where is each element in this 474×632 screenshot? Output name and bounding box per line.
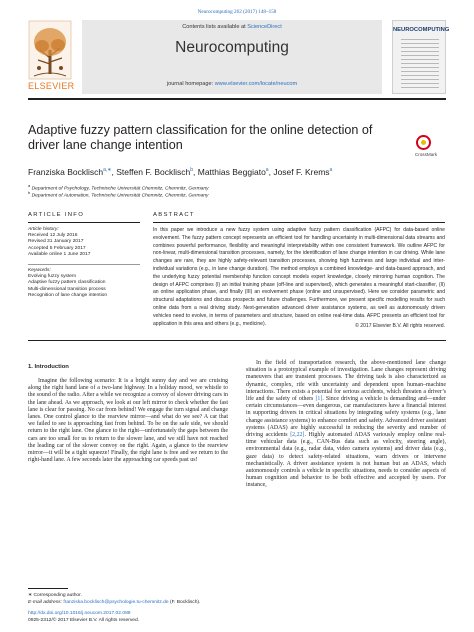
abstract-rule [153,222,445,223]
keywords-block [28,268,143,299]
article-info-heading: ARTICLE INFO [28,212,85,218]
email-note [28,600,218,606]
abstract-copyright: © 2017 Elsevier B.V. All rights reserved. [355,323,445,329]
contents-line [82,24,382,30]
affiliation-sup: b [28,190,31,195]
paper-title: Adaptive fuzzy pattern classification for the online detection of driver lane change intention [28,123,373,152]
sciencedirect-link[interactable]: ScienceDirect [247,24,282,30]
text-run: . Highly automated ADAS variously employ online real-time vehicular data (e.g., CAN-Bus data such as velocity, steering angle), environmental data (e.g., radar data, video camera systems) and driver data (e.g., gaze data) to detect safety-related situations, warn drivers or intervene mechanistically. A driver assistance system is not human but an ADAS, which autonomously controls a vehicle in specific situations, needs to consider aspects of human cognition and behavior to be both effective and accepted by users. For instance, [246,432,447,489]
intro-paragraph-2 [246,360,446,490]
author-name[interactable]: Steffen F. Bocklisch [116,167,191,177]
abstract-heading: ABSTRACT [153,212,195,218]
email-suffix: (F. Bocklisch). [169,600,201,605]
right-column [246,360,446,490]
cover-lines [401,39,439,91]
affiliation-sup: a [28,183,31,188]
history-accepted: Accepted 5 February 2017 [28,245,86,251]
front-matter-rule [28,340,446,341]
author-sup[interactable]: b [190,167,194,174]
author-sup[interactable]: a,∗ [103,167,112,174]
abstract-body: In this paper we introduce a new fuzzy system using adaptive fuzzy pattern classification (AFPC) for data-based online evolvement. The fuzzy pattern concept represents an efficient tool for handling uncertainty in multi-dimensional data streams and combines powerful performance, flexibility and meaningful interpretability within one consistent framework. We outline AFPC for non-linear, multi-dimensional transition processes, namely, for the identification of lane change intention in car driving. While lane changes are rare, they are highly safety-relevant transition processes, showing high fuzziness and large individual and inter-individual variations (e.g., in lane change duration). The method employs a combined knowledge- and data-based approach, and the underlying fuzzy potential membership function concept models expert knowledge, closely mirroring human cognition. The design of AFPC comprises (I) an initial training phase (off-line and supervised), which generates a meaningful start-classifier, (II) an online application phase, and finally (III) an evolvement phase (online and unsupervised). Here we consider parametric and structural adaptations and discuss prospects and future challenges. Furthermore, we present specific modelling results for such online data from a real driving study. Next-generation advanced driver assistance systems, as well as autonomously driven vehicles need to evolve, in terms of parameters and structure, based on online real-time data. AFPC presents an efficient tool for application in this area and others (e.g., medicine). [153,227,445,327]
crossmark-icon [416,135,431,150]
elsevier-logo [28,20,75,94]
history-label: Article history: [28,227,59,232]
author-name[interactable]: Franziska Bocklisch [28,167,104,177]
journal-title: Neurocomputing [175,39,289,56]
text-run: In the field of transportation research, the above-mentioned lane change situation is a prototypical example of investigation. Lane changes represent driving maneuvers that are transient processes. The driving task is also characterized as dynamic, complex, rife with uncertainty and dependent upon human–machine interactions. There exists a potential for serious accidents, which threaten a driver’s life and the safety of others [246,360,446,403]
text-run: . Since driving a vehicle is demanding and—under certain circumstances—even dangerous, car manufacturers have a financial interest in supporting drivers in critical situations by integrating safety systems (e.g., lane change assistance systems) to enhance comfort and safety. Advanced driver assistant systems (ADAS) are highly successful in reducing the severity and number of driving accidents [246,396,446,439]
keyword: Multi-dimensional transition process [28,286,106,292]
email-link[interactable]: franziska.bocklisch@psychologie.tu-chemnitz.de [63,600,169,605]
history-received: Received 12 July 2016 [28,233,78,239]
doi-link[interactable]: http://dx.doi.org/10.1016/j.neucom.2017.02.089 [28,611,131,616]
crossmark-label: CrossMark [414,152,438,157]
citation-link[interactable]: [1] [315,396,323,403]
intro-heading: 1. Introduction [28,364,69,370]
affiliation [28,190,446,199]
citation-link[interactable]: [2,22] [290,432,305,439]
journal-homepage [82,81,382,87]
article-history [28,227,143,258]
keyword: Adaptive fuzzy pattern classification [28,280,106,286]
author-sup[interactable]: a [329,167,333,174]
keyword: Recognition of lane change intention [28,292,108,298]
issn-line: 0925-2312/© 2017 Elsevier B.V. All rights reserved. [28,618,140,623]
keywords-label: Keywords: [28,268,51,273]
elsevier-tree-icon [28,20,72,80]
affiliation-text: Department of Automation, Technische Universität Chemnitz, Chemnitz, Germany [31,193,209,199]
homepage-prefix: journal homepage: [166,81,214,87]
running-head[interactable]: Neurocomputing 262 (2017) 148–158 [197,9,277,15]
history-revised: Revised 31 January 2017 [28,239,84,245]
doi-line [28,611,218,617]
journal-cover[interactable] [392,20,450,94]
corresponding-author-note: ∗ Corresponding author. [28,593,82,598]
publisher-logo-text: ELSEVIER [28,81,75,91]
journal-homepage-link[interactable]: www.elsevier.com/locate/neucom [214,81,298,87]
intro-paragraph: Imagine the following scenario: It is a bright sunny day and we are cruising along the right hand lane of a two-lane highway. In a holiday mood, we whistle to the sound of the radio. After a while we recognize a convoy of slower driving cars in the lane ahead. As we approach, we look at our left mirror to check whether the fast lane is clear for passing. No car from behind! We engage the turn signal and change lanes. One control glance to the rearview mirror—and what do we see? A car that we failed to see is approaching fast from behind. To be on the safe side, we should return to the right lane. One glance to the right—unfortunately the gaps between the cars are too small for us to return to the slower lane, and we still have not reached the leading car of the slower convoy on the right. Again, a glance to the rearview mirror—it will be a tight squeeze! Finally, the right lane is free and we return to the right-hand lane. A few seconds later the approaching car speeds past us! [28,378,228,464]
author-name[interactable]: Matthias Beggiato [197,167,266,177]
footnote-rule [28,588,68,589]
author-name[interactable]: Josef F. Krems [273,167,330,177]
contents-prefix: Contents lists available at [182,24,246,30]
history-online: Available online 1 June 2017 [28,251,91,257]
author-sup[interactable]: a [265,167,269,174]
keyword: Evolving fuzzy system [28,274,77,280]
header-rule [28,98,446,100]
author-list: Franziska Bocklisch$^{a,∗}$, Steffen F. Bocklisch$^b$, Matthias Beggiato$^a$, Josef F. Krems$^a$ [28,167,333,177]
affiliation-text: Department of Psychology, Technische Universität Chemnitz, Chemnitz, Germany [31,186,209,192]
history-rule [28,264,140,265]
crossmark-badge[interactable] [404,135,448,157]
article-info-rule [28,222,140,223]
left-column [28,378,228,464]
email-label: E-mail address: [28,600,62,605]
cover-title: NEUROCOMPUTING [393,27,450,33]
